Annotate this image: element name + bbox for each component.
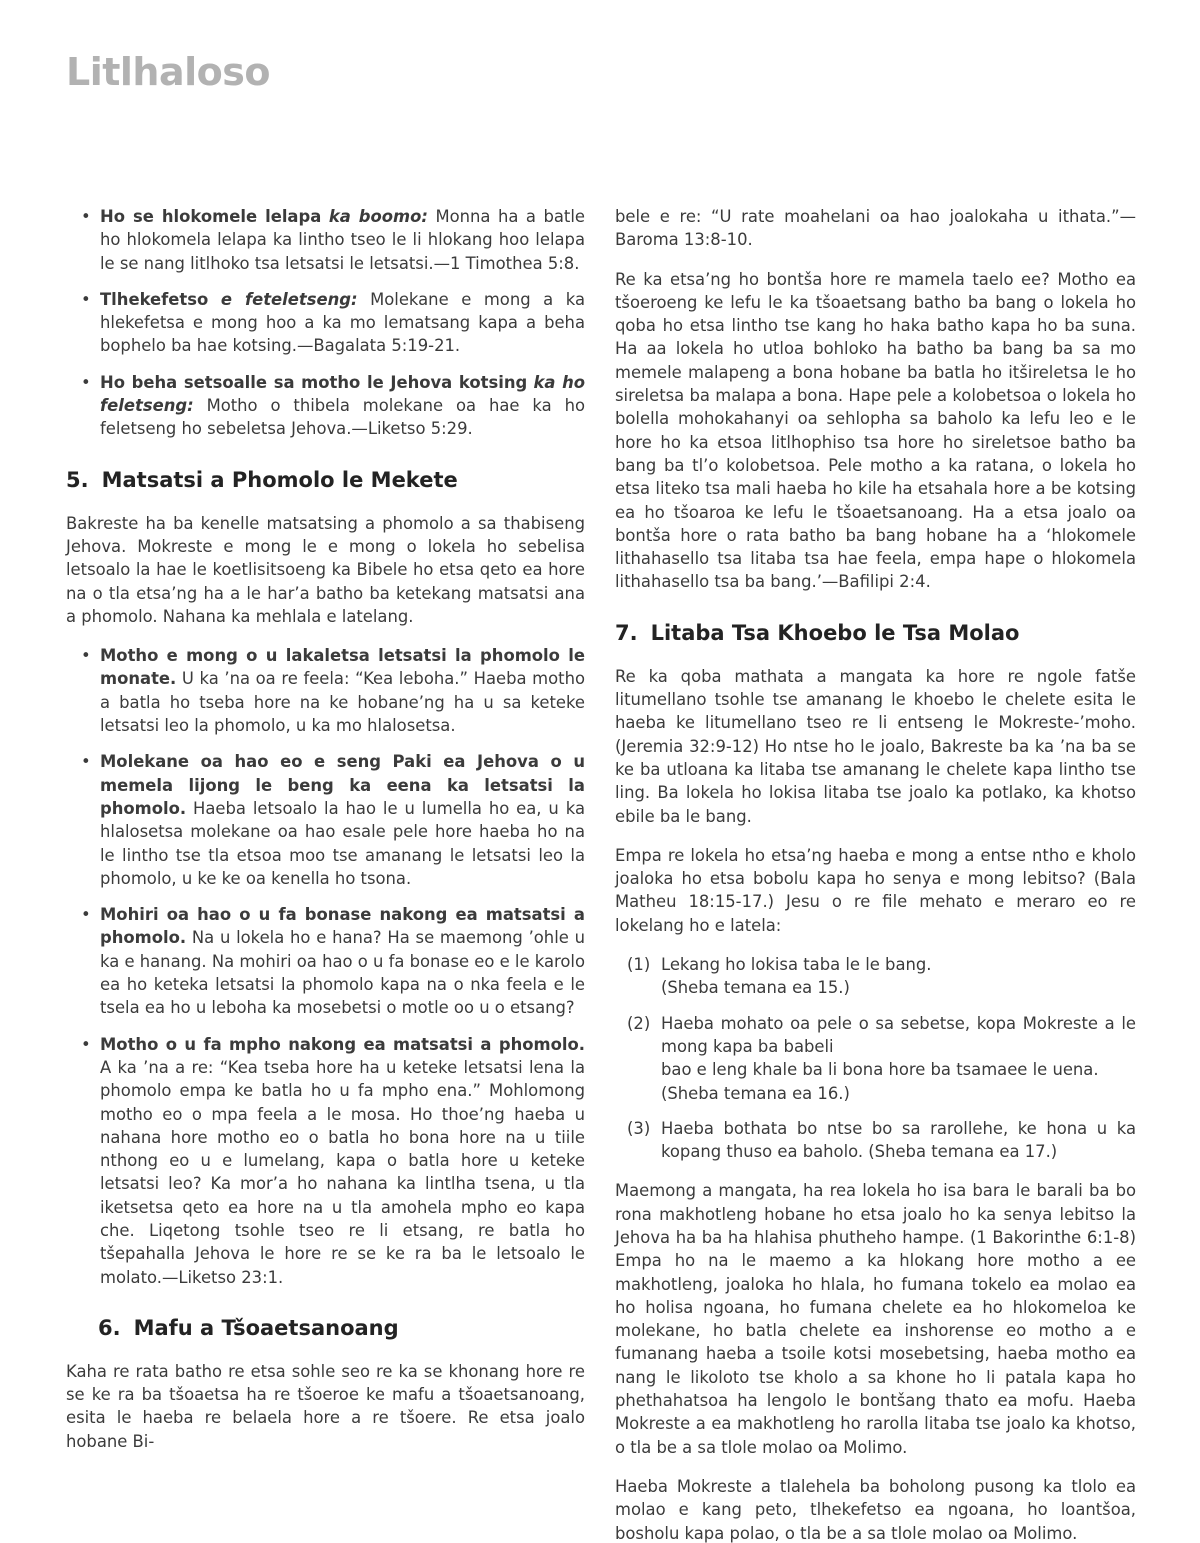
- list-item: [66, 750, 585, 890]
- section-7-paragraph-2: Empa re lokela ho etsa’ng haeba e mong a entse ntho e kholo joaloka ho etsa bobolu kapa ho senya e mong lebitso? (Bala Matheu 18:15-17.) Jesu o re file mehato e meraro eo re lokelang ho e latela:: [615, 845, 1136, 935]
- bullet-icon: •: [81, 289, 91, 309]
- section-5-heading: [66, 467, 585, 494]
- list-item: [66, 371, 585, 441]
- bullet-lead: Motho e mong o u lakaletsa letsatsi la phomolo le monate.: [100, 646, 585, 689]
- step-line: Haeba bothata bo ntse bo sa rarollehe, ke hona u ka kopang thuso ea baholo. (Sheba temana ea 17.): [661, 1118, 1136, 1162]
- section-7-heading: [615, 620, 1136, 647]
- step-item: [615, 1012, 1136, 1105]
- step-item: [615, 953, 1136, 1000]
- right-column: [615, 205, 1136, 1543]
- section-number: 7.: [615, 620, 638, 645]
- section-title: Mafu a Tšoaetsanoang: [133, 1315, 399, 1340]
- section-title: Litaba Tsa Khoebo le Tsa Molao: [650, 620, 1020, 645]
- list-item: [66, 205, 585, 275]
- page-title: Litlhaloso: [66, 50, 270, 94]
- section-number: 5.: [66, 467, 89, 492]
- step-number: (2): [627, 1013, 651, 1033]
- list-item: [66, 288, 585, 358]
- bullet-lead: Ho se hlokomele lelapa: [100, 207, 322, 226]
- section-6-heading: [66, 1315, 585, 1342]
- list-item: [66, 644, 585, 737]
- bullet-lead-italic: e feteletseng:: [220, 289, 358, 309]
- bullet-lead: Motho o u fa mpho nakong ea matsatsi a phomolo.: [100, 1034, 585, 1054]
- left-column: [66, 205, 585, 1543]
- bullet-icon: •: [81, 905, 91, 925]
- bullet-icon: •: [81, 207, 91, 226]
- bullet-text: Motho o thibela molekane oa hae ka ho feletseng ho sebeletsa Jehova.—Liketso 5:29.: [100, 396, 585, 439]
- step-number: (1): [627, 955, 651, 975]
- list-item: [66, 903, 585, 1019]
- step-line: (Sheba temana ea 16.): [661, 1083, 850, 1103]
- bullet-text: A ka ’na a re: “Kea tseba hore ha u keteke letsatsi lena la phomolo empa ke batla ho u fa mpho ena.” Mohlomong motho eo o mpa feela a le mosa. Ho thoe’ng haeba u nahana hore motho eo o batla ho bona hore na u tiile nthong eo u e lumelang, kapa o batla hore u keteke letsatsi leo? Ka mor’a ho nahana ka lintlha tsena, u tla iketsetsa qeto ea hore na u tla amohela mpho eo kapa che. Liqetong tsohle tseo re li etsang, re batla ho tšepahalla Jehova le hore re se ke ra ba le letsoalo le molato.—Liketso 23:1.: [100, 1057, 585, 1287]
- bullet-list-top: [66, 205, 585, 441]
- section-5-intro: Bakreste ha ba kenelle matsatsing a phomolo a sa thabiseng Jehova. Mokreste e mong le e mong o lokela ho sebelisa letsoalo la hae le koetlisitsoeng ka Bibele ho etsa qeto ea hore na o tla etsa’ng ha a le har’a batho ba ketekang matsatsi ana a phomolo. Nahana ka mehlala e latelang.: [66, 513, 585, 626]
- bullet-text: Na u lokela ho e hana? Ha se maemong ’ohle u ka e hanang. Na mohiri oa hao o u fa bonase eo e le karolo ea ho keteka letsatsi la phomolo kapa na o nka feela e le tsela ea ho u leboha ka mosebetsi o motle oo u o etsang?: [100, 928, 585, 1018]
- list-item: [66, 1033, 585, 1289]
- step-line: bao e leng khale ba li bona hore ba tsamaee le uena.: [661, 1060, 1099, 1080]
- bullet-lead: Mohiri oa hao o u fa bonase nakong ea matsatsi a phomolo.: [100, 905, 585, 948]
- numbered-steps-list: [615, 953, 1136, 1163]
- bullet-list-section-5: [66, 644, 585, 1289]
- bullet-lead: Molekane oa hao eo e seng Paki ea Jehova o u memela lijong le beng ka eena ka letsatsi la phomolo.: [100, 752, 585, 818]
- step-item: [615, 1117, 1136, 1164]
- bullet-lead: Tlhekefetso: [100, 289, 209, 309]
- section-number: 6.: [98, 1315, 121, 1340]
- bullet-icon: •: [81, 1034, 91, 1054]
- bullet-lead-italic: ka boomo:: [328, 207, 428, 226]
- two-column-layout: [66, 205, 1136, 1543]
- bullet-text: Monna ha a batle ho hlokomela lelapa ka lintho tseo le li hlokang hoo lelapa le se nang litlhoko tsa letsatsi le letsatsi.—1 Timothea 5:8.: [100, 207, 585, 273]
- bullet-text: U ka ’na oa re feela: “Kea leboha.” Haeba motho a batla ho tseba hore na ke hobane’ng ha u sa keteke letsatsi leo la phomolo, u ka mo hlalosetsa.: [100, 669, 585, 736]
- section-7-paragraph-3: Maemong a mangata, ha rea lokela ho isa bara le barali ba bo rona makhotleng hobane ho etsa joalo ho ka senya lebitso la Jehova ha ba ha hlahisa phutheho hampe. (1 Bakorinthe 6:1-8) Empa ho na le maemo a ka hlokang hore motho a ee makhotleng, joaloka ho hlala, ho fumana tokelo ea molao ea ho holisa ngoana, ho fumana chelete ea ho hlokomeloa ke molekane, ho batla chelete ea inshorense eo motho a e fumanang haeba a tsoile kotsi mosebetsing, haeba motho ea nang le likoloto tse kholo a sa khone ho li patala kapa ho phethahatsoa ha lengolo le bontšang thato ea mofu. Haeba Mokreste a ea makhotleng ho rarolla litaba tse joalo ka khotso, o tla be a sa tlole molao oa Molimo.: [615, 1181, 1136, 1457]
- step-line: Lekang ho lokisa taba le le bang.: [661, 955, 932, 975]
- step-line: (Sheba temana ea 15.): [661, 978, 850, 998]
- section-6-paragraph-2: Re ka etsa’ng ho bontša hore re mamela taelo ee? Motho ea tšoeroeng ke lefu le ka tšoaetsang batho ba bang o lokela ho qoba ho etsa lintho tse kang ho haka batho kapa ho ba suna. Ha aa lokela ho utloa bohloko ha batho ba bang ba sa mo memele malapeng a bona hobane ba batla ho itšireletsa le ho sireletsa ba malapa a bona. Hape pele a kolobetsoa o lokela ho bolella mohokahanyi oa sehlopha sa baholo ka lefu leo e le hore ho ka etsoa litlhophiso tsa hore ho sireletsoe batho ba bang ba tl’o kolobetsoa. Pele motho a ka ratana, o lokela ho etsa liteko tsa mali haeba ho kile ha etsahala hore a be kotsing ea ho tšoaroa ke lefu le tšoaetsanoang. Ha a etsa joalo oa bontša hore o rata batho ba bang hobane ha a ‘hlokomele lithahasello tsa litaba tsa hae feela, empa hape o hlokomela lithahasello tsa ba bang.’—Bafilipi 2:4.: [615, 269, 1136, 592]
- section-title: Matsatsi a Phomolo le Mekete: [101, 467, 458, 492]
- continuation-paragraph: bele e re: “U rate moahelani oa hao joalokaha u ithata.”—Baroma 13:8-10.: [615, 207, 1136, 250]
- step-line: Haeba mohato oa pele o sa sebetse, kopa Mokreste a le mong kapa ba babeli: [661, 1013, 1136, 1056]
- section-7-paragraph-1: Re ka qoba mathata a mangata ka hore re ngole fatše litumellano tsohle tse amanang le khoebo le chelete esita le haeba ke litumellano tseo re li entseng le Mokreste-’moho. (Jeremia 32:9-12) Ho ntse ho le joalo, Bakreste ba ka ’na ba se ke ba utloana ka litaba tse amanang le chelete kapa lintho tse ling. Ba lokela ho lokisa litaba tse joalo ka potlako, ka khotso ebile ba le bang.: [615, 666, 1136, 826]
- bullet-text: Haeba letsoalo la hao le u lumella ho ea, u ka hlalosetsa molekane oa hao esale pele hore haeba ho na le lintho tse tla etsoa moo tse amanang le letsatsi leo la phomolo, u ke ke oa kenella ho tsona.: [100, 798, 585, 888]
- step-number: (3): [627, 1118, 651, 1138]
- bullet-lead-italic: ka ho feletseng:: [100, 372, 585, 416]
- bullet-icon: •: [81, 372, 91, 392]
- bullet-text: Molekane e mong a ka hlekefetsa e mong hoo a ka mo lematsang kapa a beha bophelo ba hae kotsing.—Bagalata 5:19-21.: [100, 289, 585, 356]
- bullet-icon: •: [81, 646, 91, 666]
- bullet-icon: •: [81, 752, 91, 772]
- bullet-lead: Ho beha setsoalle sa motho le Jehova kotsing: [100, 372, 528, 392]
- section-7-paragraph-4: Haeba Mokreste a tlalehela ba boholong pusong ka tlolo ea molao e kang peto, tlhekefetso ea ngoana, ho loantšoa, bosholu kapa polao, o tla be a sa tlole molao oa Molimo.: [615, 1476, 1136, 1543]
- section-6-paragraph: Kaha re rata batho re etsa sohle seo re ka se khonang hore re se ke ra ba tšoaetsa ha re tšoeroe ke mafu a tšoaetsanoang, esita le haeba re belaela hore a re tšoere. Re etsa joalo hobane Bi-: [66, 1361, 585, 1451]
